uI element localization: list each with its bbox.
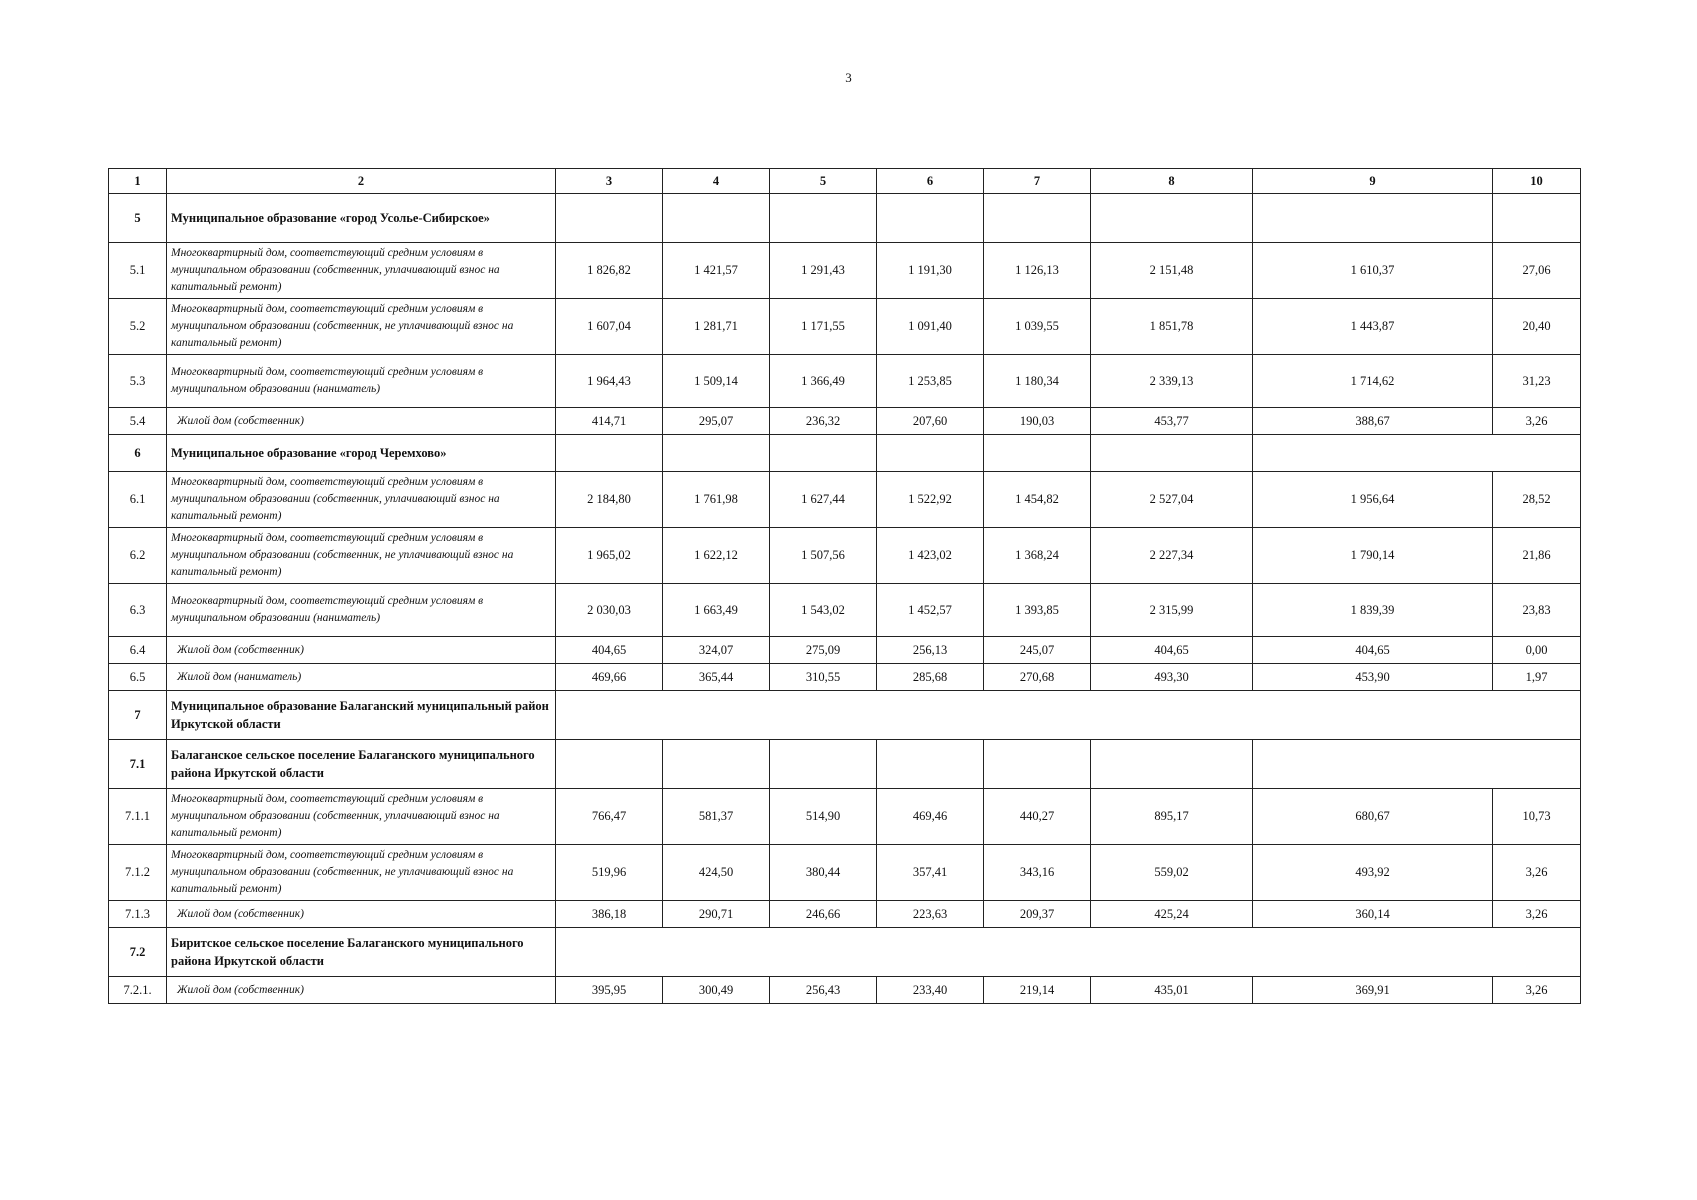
- row-name: Балаганское сельское поселение Балаганского муниципального района Иркутской области: [167, 740, 556, 789]
- row-number: 7.1.2: [109, 845, 167, 901]
- value-cell-col-9: 1 610,37: [1253, 243, 1493, 299]
- value-cell-col-10: 31,23: [1493, 355, 1581, 408]
- value-cell-col-9: 360,14: [1253, 901, 1493, 928]
- table-row: [109, 355, 1581, 408]
- page-number: 3: [845, 70, 852, 85]
- value-cell-col-9: 369,91: [1253, 977, 1493, 1004]
- column-header-10: 10: [1493, 169, 1581, 194]
- table-row: [109, 528, 1581, 584]
- value-cell-col-4: 290,71: [663, 901, 770, 928]
- value-cell-col-8: 2 151,48: [1091, 243, 1253, 299]
- group-row: [109, 194, 1581, 243]
- value-cell-col-9: 1 443,87: [1253, 299, 1493, 355]
- column-header-4: 4: [663, 169, 770, 194]
- table-row: [109, 789, 1581, 845]
- row-number: 6.2: [109, 528, 167, 584]
- value-cell-col-4: 1 663,49: [663, 584, 770, 637]
- value-cell-col-3: 386,18: [556, 901, 663, 928]
- value-cell-col-10: 3,26: [1493, 408, 1581, 435]
- value-cell-col-10: 10,73: [1493, 789, 1581, 845]
- column-header-9: 9: [1253, 169, 1493, 194]
- value-cell-col-6: 233,40: [877, 977, 984, 1004]
- column-header-3: 3: [556, 169, 663, 194]
- value-cell-col-8: 404,65: [1091, 637, 1253, 664]
- table-row: [109, 408, 1581, 435]
- row-number: 7.2: [109, 928, 167, 977]
- empty-cell: [770, 194, 877, 243]
- column-header-1: 1: [109, 169, 167, 194]
- empty-cell: [984, 194, 1091, 243]
- value-cell-col-3: 469,66: [556, 664, 663, 691]
- value-cell-col-8: 2 339,13: [1091, 355, 1253, 408]
- value-cell-col-8: 2 315,99: [1091, 584, 1253, 637]
- value-cell-col-10: 3,26: [1493, 977, 1581, 1004]
- empty-cell: [877, 435, 984, 472]
- value-cell-col-3: 2 030,03: [556, 584, 663, 637]
- value-cell-col-5: 1 627,44: [770, 472, 877, 528]
- group-row: [109, 691, 1581, 740]
- value-cell-col-5: 1 291,43: [770, 243, 877, 299]
- table-row: [109, 243, 1581, 299]
- column-header-7: 7: [984, 169, 1091, 194]
- value-cell-col-3: 414,71: [556, 408, 663, 435]
- value-cell-col-4: 1 421,57: [663, 243, 770, 299]
- value-cell-col-4: 581,37: [663, 789, 770, 845]
- value-cell-col-7: 1 454,82: [984, 472, 1091, 528]
- value-cell-col-7: 245,07: [984, 637, 1091, 664]
- value-cell-col-8: 435,01: [1091, 977, 1253, 1004]
- value-cell-col-6: 207,60: [877, 408, 984, 435]
- table-row: [109, 845, 1581, 901]
- empty-cell: [1091, 435, 1253, 472]
- value-cell-col-8: 1 851,78: [1091, 299, 1253, 355]
- value-cell-col-5: 514,90: [770, 789, 877, 845]
- value-cell-col-6: 1 522,92: [877, 472, 984, 528]
- value-cell-col-10: 3,26: [1493, 845, 1581, 901]
- value-cell-col-7: 209,37: [984, 901, 1091, 928]
- empty-cell: [663, 435, 770, 472]
- row-number: 7.1.1: [109, 789, 167, 845]
- table-row: [109, 901, 1581, 928]
- row-number: 7: [109, 691, 167, 740]
- empty-cell: [1253, 194, 1493, 243]
- value-cell-col-8: 2 227,34: [1091, 528, 1253, 584]
- value-cell-col-4: 1 281,71: [663, 299, 770, 355]
- empty-cell: [556, 194, 663, 243]
- empty-span-cell: [556, 691, 1581, 740]
- value-cell-col-4: 295,07: [663, 408, 770, 435]
- empty-cell: [877, 740, 984, 789]
- value-cell-col-6: 223,63: [877, 901, 984, 928]
- table-row: [109, 584, 1581, 637]
- row-name: Многоквартирный дом, соответствующий средним условиям в муниципальном образовании (собственник, не уплачивающий взнос на капитальный ремонт): [167, 299, 556, 355]
- table-row: [109, 472, 1581, 528]
- value-cell-col-9: 453,90: [1253, 664, 1493, 691]
- value-cell-col-10: 3,26: [1493, 901, 1581, 928]
- value-cell-col-5: 380,44: [770, 845, 877, 901]
- table-row: [109, 977, 1581, 1004]
- group-row: [109, 928, 1581, 977]
- row-name: Многоквартирный дом, соответствующий средним условиям в муниципальном образовании (собственник, уплачивающий взнос на капитальный ремонт): [167, 472, 556, 528]
- value-cell-col-9: 1 790,14: [1253, 528, 1493, 584]
- table-row: [109, 299, 1581, 355]
- value-cell-col-6: 1 191,30: [877, 243, 984, 299]
- row-number: 5.2: [109, 299, 167, 355]
- value-cell-col-5: 236,32: [770, 408, 877, 435]
- value-cell-col-10: 20,40: [1493, 299, 1581, 355]
- value-cell-col-8: 895,17: [1091, 789, 1253, 845]
- row-number: 6: [109, 435, 167, 472]
- value-cell-col-4: 1 509,14: [663, 355, 770, 408]
- value-cell-col-10: 28,52: [1493, 472, 1581, 528]
- empty-cell: [1091, 740, 1253, 789]
- value-cell-col-7: 343,16: [984, 845, 1091, 901]
- value-cell-col-7: 440,27: [984, 789, 1091, 845]
- value-cell-col-3: 395,95: [556, 977, 663, 1004]
- value-cell-col-10: 1,97: [1493, 664, 1581, 691]
- value-cell-col-10: 27,06: [1493, 243, 1581, 299]
- value-cell-col-7: 1 039,55: [984, 299, 1091, 355]
- row-number: 7.2.1.: [109, 977, 167, 1004]
- value-cell-col-6: 1 452,57: [877, 584, 984, 637]
- row-number: 5: [109, 194, 167, 243]
- row-name: Многоквартирный дом, соответствующий средним условиям в муниципальном образовании (наниматель): [167, 584, 556, 637]
- row-name: Муниципальное образование «город Черемхово»: [167, 435, 556, 472]
- row-name: Многоквартирный дом, соответствующий средним условиям в муниципальном образовании (собственник, уплачивающий взнос на капитальный ремонт): [167, 243, 556, 299]
- column-header-2: 2: [167, 169, 556, 194]
- empty-cell: [556, 435, 663, 472]
- empty-cell: [984, 740, 1091, 789]
- value-cell-col-3: 766,47: [556, 789, 663, 845]
- empty-cell: [770, 740, 877, 789]
- value-cell-col-4: 1 761,98: [663, 472, 770, 528]
- value-cell-col-9: 493,92: [1253, 845, 1493, 901]
- value-cell-col-6: 357,41: [877, 845, 984, 901]
- value-cell-col-4: 324,07: [663, 637, 770, 664]
- column-header-5: 5: [770, 169, 877, 194]
- value-cell-col-5: 1 366,49: [770, 355, 877, 408]
- row-name: Многоквартирный дом, соответствующий средним условиям в муниципальном образовании (собственник, не уплачивающий взнос на капитальный ремонт): [167, 528, 556, 584]
- value-cell-col-6: 285,68: [877, 664, 984, 691]
- row-number: 6.3: [109, 584, 167, 637]
- column-header-6: 6: [877, 169, 984, 194]
- value-cell-col-6: 256,13: [877, 637, 984, 664]
- value-cell-col-7: 1 180,34: [984, 355, 1091, 408]
- empty-cell: [663, 740, 770, 789]
- value-cell-col-7: 219,14: [984, 977, 1091, 1004]
- value-cell-col-5: 256,43: [770, 977, 877, 1004]
- value-cell-col-3: 404,65: [556, 637, 663, 664]
- value-cell-col-9: 680,67: [1253, 789, 1493, 845]
- value-cell-col-9: 404,65: [1253, 637, 1493, 664]
- value-cell-col-6: 1 091,40: [877, 299, 984, 355]
- row-number: 5.1: [109, 243, 167, 299]
- row-name: Многоквартирный дом, соответствующий средним условиям в муниципальном образовании (собственник, не уплачивающий взнос на капитальный ремонт): [167, 845, 556, 901]
- value-cell-col-6: 1 253,85: [877, 355, 984, 408]
- row-name: Многоквартирный дом, соответствующий средним условиям в муниципальном образовании (собственник, уплачивающий взнос на капитальный ремонт): [167, 789, 556, 845]
- row-name: Жилой дом (собственник): [167, 901, 556, 928]
- value-cell-col-7: 1 126,13: [984, 243, 1091, 299]
- value-cell-col-3: 1 826,82: [556, 243, 663, 299]
- value-cell-col-4: 300,49: [663, 977, 770, 1004]
- empty-cell: [984, 435, 1091, 472]
- table-row: [109, 637, 1581, 664]
- row-name: Муниципальное образование Балаганский муниципальный район Иркутской области: [167, 691, 556, 740]
- row-name: Многоквартирный дом, соответствующий средним условиям в муниципальном образовании (наниматель): [167, 355, 556, 408]
- group-row: [109, 435, 1581, 472]
- empty-span-cell: [556, 928, 1581, 977]
- value-cell-col-9: 1 714,62: [1253, 355, 1493, 408]
- row-number: 6.4: [109, 637, 167, 664]
- value-cell-col-6: 469,46: [877, 789, 984, 845]
- value-cell-col-8: 425,24: [1091, 901, 1253, 928]
- value-cell-col-7: 190,03: [984, 408, 1091, 435]
- value-cell-col-4: 365,44: [663, 664, 770, 691]
- value-cell-col-7: 1 368,24: [984, 528, 1091, 584]
- table-row: [109, 664, 1581, 691]
- empty-cell: [556, 740, 663, 789]
- empty-cell: [770, 435, 877, 472]
- value-cell-col-5: 1 507,56: [770, 528, 877, 584]
- value-cell-col-5: 1 171,55: [770, 299, 877, 355]
- value-cell-col-3: 1 964,43: [556, 355, 663, 408]
- group-row: [109, 740, 1581, 789]
- value-cell-col-9: 1 839,39: [1253, 584, 1493, 637]
- value-cell-col-7: 1 393,85: [984, 584, 1091, 637]
- value-cell-col-5: 310,55: [770, 664, 877, 691]
- value-cell-col-6: 1 423,02: [877, 528, 984, 584]
- value-cell-col-8: 453,77: [1091, 408, 1253, 435]
- value-cell-col-5: 246,66: [770, 901, 877, 928]
- value-cell-col-8: 2 527,04: [1091, 472, 1253, 528]
- row-name: Жилой дом (наниматель): [167, 664, 556, 691]
- value-cell-col-10: 0,00: [1493, 637, 1581, 664]
- header-row: [109, 169, 1581, 194]
- value-cell-col-3: 1 965,02: [556, 528, 663, 584]
- value-cell-col-3: 1 607,04: [556, 299, 663, 355]
- row-number: 6.1: [109, 472, 167, 528]
- row-number: 5.3: [109, 355, 167, 408]
- empty-cell: [1253, 435, 1581, 472]
- row-name: Жилой дом (собственник): [167, 977, 556, 1004]
- value-cell-col-10: 23,83: [1493, 584, 1581, 637]
- tariff-table: [108, 168, 1581, 1004]
- value-cell-col-3: 2 184,80: [556, 472, 663, 528]
- value-cell-col-8: 559,02: [1091, 845, 1253, 901]
- value-cell-col-4: 1 622,12: [663, 528, 770, 584]
- value-cell-col-10: 21,86: [1493, 528, 1581, 584]
- row-name: Жилой дом (собственник): [167, 637, 556, 664]
- column-header-8: 8: [1091, 169, 1253, 194]
- value-cell-col-9: 388,67: [1253, 408, 1493, 435]
- empty-cell: [1091, 194, 1253, 243]
- row-name: Жилой дом (собственник): [167, 408, 556, 435]
- empty-cell: [1253, 740, 1581, 789]
- row-number: 7.1: [109, 740, 167, 789]
- empty-cell: [1493, 194, 1581, 243]
- row-name: Биритское сельское поселение Балаганского муниципального района Иркутской области: [167, 928, 556, 977]
- row-name: Муниципальное образование «город Усолье-Сибирское»: [167, 194, 556, 243]
- table-body: [109, 194, 1581, 1004]
- value-cell-col-3: 519,96: [556, 845, 663, 901]
- value-cell-col-5: 275,09: [770, 637, 877, 664]
- empty-cell: [877, 194, 984, 243]
- empty-cell: [663, 194, 770, 243]
- row-number: 5.4: [109, 408, 167, 435]
- row-number: 6.5: [109, 664, 167, 691]
- value-cell-col-8: 493,30: [1091, 664, 1253, 691]
- row-number: 7.1.3: [109, 901, 167, 928]
- value-cell-col-9: 1 956,64: [1253, 472, 1493, 528]
- value-cell-col-7: 270,68: [984, 664, 1091, 691]
- value-cell-col-4: 424,50: [663, 845, 770, 901]
- value-cell-col-5: 1 543,02: [770, 584, 877, 637]
